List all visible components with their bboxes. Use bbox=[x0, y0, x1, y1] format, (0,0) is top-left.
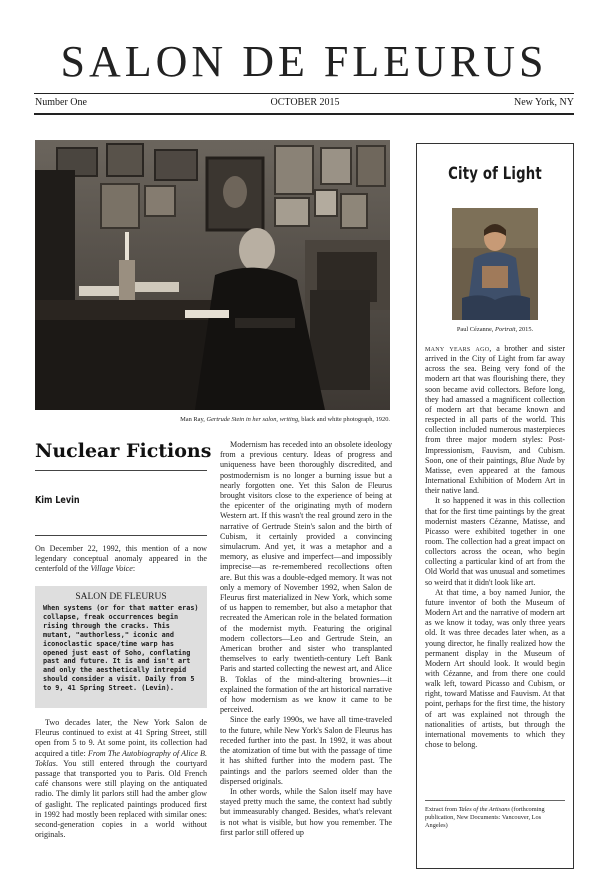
article-column-2 bbox=[220, 440, 392, 838]
sidebar-paragraph-3: At that time, a boy named Junior, the future inventor of both the Museum of Modern Art and the narrative of modern art as we know it today, was only three years old. It was three decades later when, as a young director, he finally realized how the permanent display in the Museum of Modern Art should look. It would begin with Cézanne, and from there one could walk left, toward Picasso and Cubism, or right, toward Matisse and Fauvism. At that point, perhaps for the first time, the history of art was explained not through the nationalities of artists, but through the international movements to which they chose to belong. bbox=[425, 587, 565, 750]
article-byline: Kim Levin bbox=[35, 495, 80, 506]
extract-text-a: Extract from bbox=[425, 806, 459, 813]
photo-caption-rest: black and white photograph, 1920. bbox=[299, 416, 390, 423]
sidebar-extract-rule bbox=[425, 800, 565, 801]
voice-listing-text: When systems (or for that matter eras) collapse, freak occurrences begin rising through the cracks. This mutant, "authorless," iconic and iconoclastic space/time warp has opened just east of Soho, conflating past and future. It is and isn't art and only the aesthetically intrepid should consider a visit. Daily from 5 to 9, 41 Spring Street. (Levin). bbox=[43, 604, 199, 693]
sidebar-p1-title: Blue Nude bbox=[520, 455, 555, 465]
article-title-rule bbox=[35, 470, 207, 471]
intro-publication: Village Voice bbox=[90, 564, 133, 574]
sidebar-extract-note bbox=[425, 806, 565, 830]
issue-place: New York, NY bbox=[513, 97, 574, 108]
col1-book-title: From The Autobiography of Alice B. Toklas bbox=[35, 748, 207, 768]
extract-title: Tales of the Artisans bbox=[458, 806, 510, 813]
portrait-caption bbox=[425, 326, 565, 334]
article-column-1 bbox=[35, 718, 207, 840]
voice-listing-box bbox=[35, 586, 207, 708]
voice-listing-title: SALON DE FLEURUS bbox=[75, 592, 167, 602]
sidebar-lead: many years ago, bbox=[425, 344, 492, 353]
cezanne-portrait-image bbox=[452, 208, 538, 320]
intro-text-a: On December 22, 1992, this mention of a now legendary conceptual anomaly appeared in the centerfold of the bbox=[35, 544, 207, 574]
sidebar-story bbox=[425, 344, 565, 750]
masthead-title: SALON DE FLEURUS bbox=[60, 37, 548, 86]
portrait-caption-author: Paul Cézanne, bbox=[456, 326, 495, 333]
byline-rule bbox=[35, 535, 207, 536]
article-intro bbox=[35, 544, 207, 575]
sidebar-title: City of Light bbox=[448, 164, 542, 184]
issue-number: Number One bbox=[35, 97, 87, 108]
col2-paragraph-2: Since the early 1990s, we have all time-traveled to the future, while New York's Salon de Fleurus has receded further into the past. In 1992, it was about the atomization of time but with the passage of time it has shifted further into the modern past. The paintings and the parlors seemed older than the dispersed originals. bbox=[220, 715, 392, 786]
col2-paragraph-3: In other words, while the Salon itself may have stayed pretty much the same, the context had subtly but immeasurably changed. Besides, what's relevant is not what is visible, but how you remember. The first parlor still offered up bbox=[220, 786, 392, 837]
masthead-rule-top bbox=[34, 93, 574, 94]
salon-photograph bbox=[35, 140, 390, 410]
extract-text-b: (forthcoming publication, New Documents: Vancouver, Los Angeles) bbox=[425, 806, 545, 829]
photo-caption bbox=[150, 416, 390, 424]
intro-text-b: : bbox=[132, 564, 136, 574]
col2-paragraph-1: Modernism has receded into an obsolete ideology from a previous century. Ideas of progress and uniqueness have been thoroughly discredited, and postmodernism is no longer a burning issue but a nearly forgotten one. Yet this Salon de Fleurus brought visitors close to the experience of being at the epicenter of the originating myth of modern Western art. If this wasn't the real ground zero in the narrative of Gertrude Stein's salon and the birth of Cubism, it certainly provided a convincing simulacrum. And yet, it was a metaphor and a memory, as elusive and imperfect—and impossibly imprecise—as re-remembered recollections often are. But this was a double-edged memory. It was not only a memory of November 1992, when Salon de Fleurus first materialized in New York, which some of us happen to remember, but also a metaphor that recreated the American role in the belated formation of the modernist myth. Featuring the original modern collectors—Leo and Gertrude Stein, an American brother and sister who transplanted themselves to early twentieth-century Left Bank Paris and started collecting the newest art, and Alice B. Toklas of the mind-altering brownies—it explained the formation of the art historical narrative of how modernism as we know it came to be perceived. bbox=[220, 440, 392, 715]
sidebar-p1-b: by Matisse, even appeared at the famous International Exhibition of Modern Art in their native land. bbox=[425, 455, 566, 496]
photo-caption-title: Gertrude Stein in her salon, writing, bbox=[206, 416, 300, 423]
issue-date: OCTOBER 2015 bbox=[270, 97, 340, 108]
cezanne-portrait bbox=[452, 208, 538, 320]
portrait-caption-rest: , 2015. bbox=[515, 326, 534, 333]
masthead-rule-bottom bbox=[34, 113, 574, 115]
sidebar-p1-a: a brother and sister arrived in the City of Light from far away across the sea. Being very fond of the modern art that was flourishing there, they soon became avid collectors. Before long, they had amassed a magnificent collection of modern art that became known and respected in all parts of the world. This collection included numerous masterpieces from three major modern styles: Post-Impressionism, Fauvism, and Cubism. Soon, one of their paintings, bbox=[425, 344, 565, 465]
sidebar-paragraph-2: It so happened it was in this collection that for the first time paintings by the great modernist masters Cézanne, Matisse, and Picasso were exhibited together in one room. The collection had a great impact on collectors across the ocean, who begin collecting a particular kind of art from the Old World that was unusual and sometimes so weird that it didn't look like art. bbox=[425, 496, 565, 587]
article-title: Nuclear Fictions bbox=[35, 440, 212, 462]
portrait-caption-title: Portrait bbox=[494, 326, 516, 333]
col1-text-a: Two decades later, the New York Salon de Fleurus continued to exist at 41 Spring Street, still open from 5 to 9. At some point, its collection had acquired a title: bbox=[35, 718, 207, 758]
salon-photograph-image bbox=[35, 140, 390, 410]
col1-text-b: . You still entered through the courtyard passage that transported you to Paris. Old French café chansons were still playing on the antiquated radio. The dimly lit parlors still had the amber glow of gaslight. The replicated paintings produced first in 1992 had mostly been replaced with similar ones: second-generation copies in a world without originals. bbox=[35, 758, 207, 840]
photo-caption-author: Man Ray, bbox=[180, 416, 207, 423]
